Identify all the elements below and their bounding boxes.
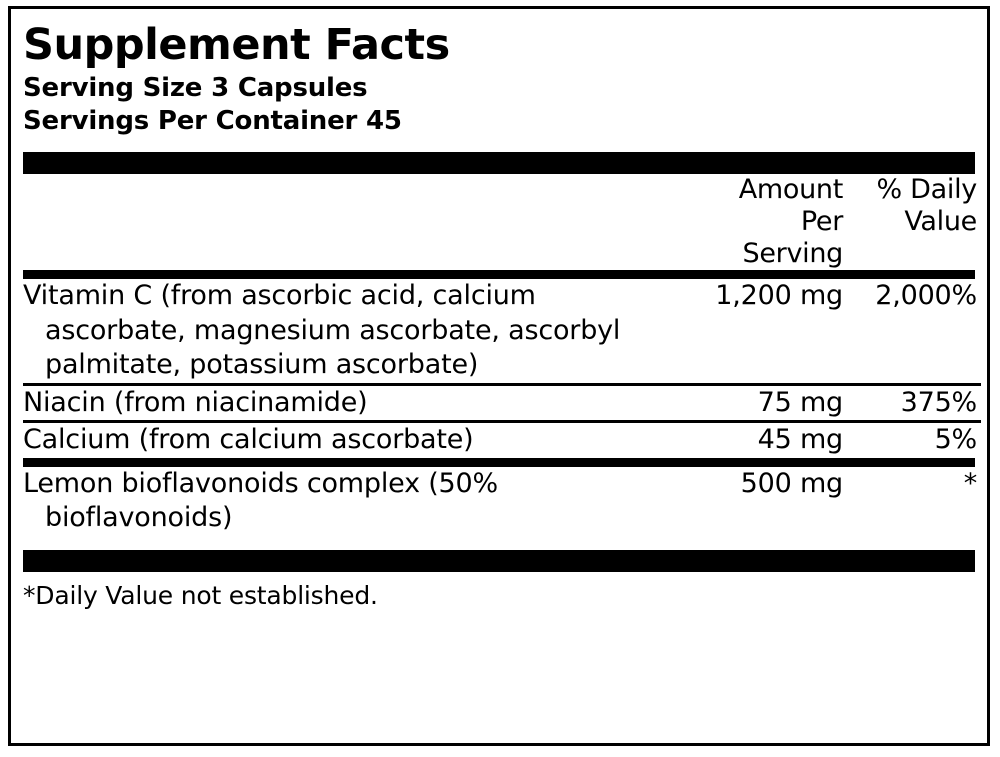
nutrient-daily-value: 2,000%: [875, 280, 977, 312]
header-nutrient: [23, 174, 663, 270]
nutrient-amount: 500 mg: [740, 467, 843, 499]
header-amount-per-serving: [663, 174, 843, 270]
nutrient-daily-value: 375%: [900, 386, 977, 418]
header-amount-line3: Serving: [742, 238, 843, 270]
nutrient-amount: 1,200 mg: [715, 280, 843, 312]
nutrient-name-line3: palmitate, potassium ascorbate): [45, 349, 479, 381]
table-row: [23, 467, 981, 536]
divider-thick-bottom: [23, 550, 975, 572]
nutrient-daily-value: *: [963, 467, 977, 499]
nutrient-amount: 75 mg: [757, 386, 843, 418]
nutrition-table: [23, 174, 981, 270]
nutrient-amount: 45 mg: [757, 424, 843, 456]
header-daily-value: [843, 174, 981, 270]
divider-medium-under-header: [23, 270, 975, 279]
nutrient-rows-table: [23, 279, 981, 458]
nutrient-daily-value: 5%: [934, 424, 977, 456]
nutrient-name-line1: Calcium (from calcium ascorbate): [23, 424, 474, 456]
divider-thick-top: [23, 152, 975, 174]
nutrient-name-line2: ascorbate, magnesium ascorbate, ascorbyl: [45, 314, 621, 346]
supplement-facts-panel: [8, 6, 990, 746]
divider-medium-mid: [23, 458, 975, 467]
label-content: [23, 15, 975, 611]
table-row: [23, 279, 981, 384]
nutrient-name-line1: Vitamin C (from ascorbic acid, calcium: [23, 280, 536, 312]
nutrient-name-line2: bioflavonoids): [45, 502, 233, 534]
nutrient-name-line1: Niacin (from niacinamide): [23, 386, 368, 418]
header-dv-line1: % Daily: [876, 174, 977, 206]
table-row: [23, 384, 981, 422]
other-ingredients-table: [23, 467, 981, 536]
nutrient-name: [23, 384, 663, 422]
nutrient-name: [23, 467, 663, 536]
nutrient-name: [23, 279, 663, 384]
page-title: Supplement Facts: [23, 20, 450, 70]
table-header-row: [23, 174, 981, 270]
nutrient-name-line1: Lemon bioflavonoids complex (50%: [23, 467, 498, 499]
footnote: *Daily Value not established.: [23, 580, 378, 610]
header-dv-line2: Value: [904, 206, 977, 238]
header-amount-line1: Amount: [738, 174, 843, 206]
table-row: [23, 422, 981, 458]
serving-size: Serving Size 3 Capsules: [23, 73, 368, 104]
servings-per-container: Servings Per Container 45: [23, 106, 402, 137]
header-amount-line2: Per: [800, 206, 843, 238]
nutrient-name: [23, 422, 663, 458]
